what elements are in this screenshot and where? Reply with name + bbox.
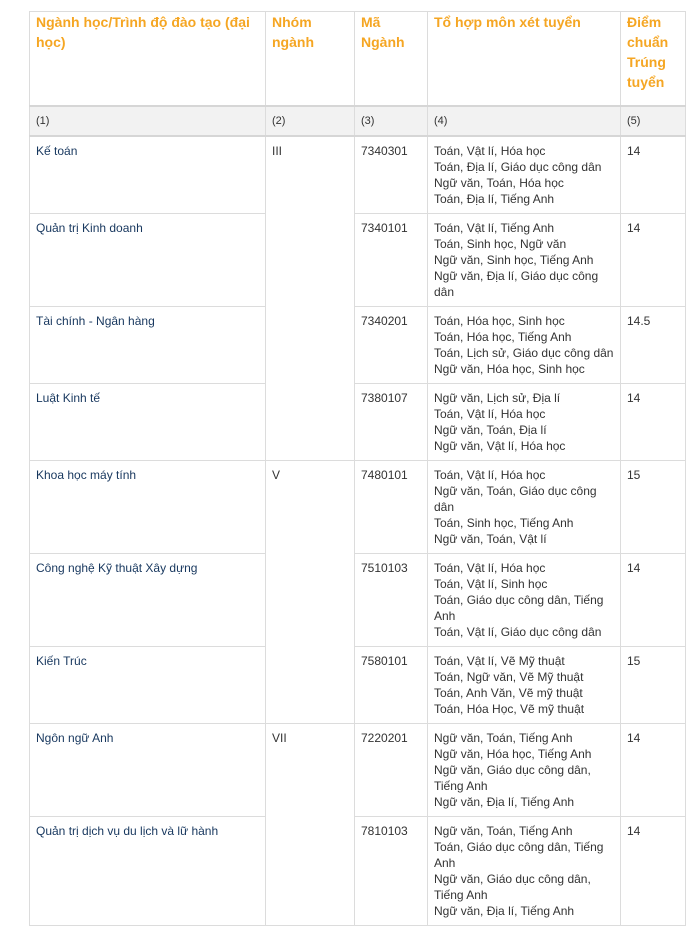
subject-combination: Ngữ văn, Toán, Vật lí [434, 532, 547, 546]
major-name: Kiến Trúc [30, 647, 266, 724]
table-row [30, 817, 686, 926]
subject-combinations [428, 461, 621, 554]
subject-combination: Toán, Hóa học, Tiếng Anh [434, 330, 572, 344]
subject-combination: Toán, Giáo dục công dân, Tiếng Anh [434, 840, 604, 870]
subject-combination: Toán, Giáo dục công dân, Tiếng Anh [434, 593, 604, 623]
cutoff-score: 14 [621, 554, 686, 647]
header-score: Điểm chuẩn Trúng tuyển [621, 12, 686, 107]
subject-combination: Toán, Vật lí, Sinh học [434, 577, 548, 591]
subject-combination: Toán, Vật lí, Giáo dục công dân [434, 625, 602, 639]
major-code: 7340101 [355, 214, 428, 307]
table-row [30, 461, 686, 554]
table-row [30, 647, 686, 724]
group-code: V [266, 461, 355, 724]
subject-combination: Toán, Vật lí, Hóa học [434, 561, 546, 575]
subject-combination: Ngữ văn, Toán, Hóa học [434, 176, 564, 190]
subject-combination: Ngữ văn, Lịch sử, Địa lí [434, 391, 561, 405]
cutoff-score: 15 [621, 647, 686, 724]
subject-combination: Ngữ văn, Toán, Địa lí [434, 423, 547, 437]
major-name: Quản trị dịch vụ du lịch và lữ hành [30, 817, 266, 926]
column-number: (1) [30, 106, 266, 136]
subject-combination: Ngữ văn, Địa lí, Tiếng Anh [434, 795, 575, 809]
subject-combination: Toán, Lịch sử, Giáo dục công dân [434, 346, 614, 360]
major-code: 7340301 [355, 136, 428, 214]
cutoff-score: 14 [621, 214, 686, 307]
cutoff-score: 14.5 [621, 307, 686, 384]
subject-combination: Toán, Hóa Học, Vẽ mỹ thuật [434, 702, 585, 716]
subject-combination: Toán, Hóa học, Sinh học [434, 314, 565, 328]
major-name: Khoa học máy tính [30, 461, 266, 554]
major-name: Ngôn ngữ Anh [30, 724, 266, 817]
subject-combinations [428, 724, 621, 817]
subject-combination: Toán, Sinh học, Ngữ văn [434, 237, 567, 251]
admission-scores-table [29, 11, 686, 926]
table-row [30, 136, 686, 214]
major-code: 7340201 [355, 307, 428, 384]
header-combos: Tổ hợp môn xét tuyển [428, 12, 621, 107]
subject-combination: Toán, Vật lí, Vẽ Mỹ thuật [434, 654, 565, 668]
subject-combination: Ngữ văn, Giáo dục công dân, Tiếng Anh [434, 763, 591, 793]
group-code: VII [266, 724, 355, 926]
column-number-row [30, 106, 686, 136]
subject-combinations [428, 214, 621, 307]
subject-combination: Ngữ văn, Địa lí, Tiếng Anh [434, 904, 575, 918]
cutoff-score: 14 [621, 136, 686, 214]
subject-combinations [428, 817, 621, 926]
column-number: (2) [266, 106, 355, 136]
major-code: 7580101 [355, 647, 428, 724]
cutoff-score: 14 [621, 817, 686, 926]
column-number: (5) [621, 106, 686, 136]
subject-combination: Toán, Ngữ văn, Vẽ Mỹ thuật [434, 670, 584, 684]
column-number: (4) [428, 106, 621, 136]
subject-combination: Ngữ văn, Hóa học, Tiếng Anh [434, 747, 592, 761]
table-row [30, 724, 686, 817]
subject-combination: Ngữ văn, Sinh học, Tiếng Anh [434, 253, 594, 267]
table-row [30, 384, 686, 461]
subject-combination: Toán, Sinh học, Tiếng Anh [434, 516, 574, 530]
subject-combination: Ngữ văn, Giáo dục công dân, Tiếng Anh [434, 872, 591, 902]
group-code: III [266, 136, 355, 461]
major-name: Luật Kinh tế [30, 384, 266, 461]
column-number: (3) [355, 106, 428, 136]
cutoff-score: 15 [621, 461, 686, 554]
major-code: 7220201 [355, 724, 428, 817]
header-code: Mã Ngành [355, 12, 428, 107]
header-group: Nhóm ngành [266, 12, 355, 107]
cutoff-score: 14 [621, 384, 686, 461]
subject-combination: Toán, Vật lí, Tiếng Anh [434, 221, 555, 235]
subject-combination: Toán, Vật lí, Hóa học [434, 407, 546, 421]
subject-combinations [428, 647, 621, 724]
subject-combination: Ngữ văn, Toán, Giáo dục công dân [434, 484, 597, 514]
major-code: 7380107 [355, 384, 428, 461]
major-name: Quản trị Kinh doanh [30, 214, 266, 307]
subject-combination: Ngữ văn, Toán, Tiếng Anh [434, 824, 573, 838]
subject-combination: Ngữ văn, Toán, Tiếng Anh [434, 731, 573, 745]
subject-combination: Ngữ văn, Hóa học, Sinh học [434, 362, 585, 376]
subject-combination: Toán, Địa lí, Tiếng Anh [434, 192, 555, 206]
subject-combinations [428, 554, 621, 647]
subject-combination: Toán, Vật lí, Hóa học [434, 144, 546, 158]
subject-combination: Toán, Vật lí, Hóa học [434, 468, 546, 482]
table-header-row [30, 12, 686, 107]
major-code: 7810103 [355, 817, 428, 926]
subject-combination: Ngữ văn, Địa lí, Giáo dục công dân [434, 269, 599, 299]
subject-combinations [428, 307, 621, 384]
header-major: Ngành học/Trình độ đào tạo (đại học) [30, 12, 266, 107]
subject-combination: Ngữ văn, Vật lí, Hóa học [434, 439, 566, 453]
table-row [30, 214, 686, 307]
subject-combinations [428, 384, 621, 461]
major-code: 7510103 [355, 554, 428, 647]
subject-combination: Toán, Anh Văn, Vẽ mỹ thuật [434, 686, 583, 700]
major-name: Kế toán [30, 136, 266, 214]
table-row [30, 554, 686, 647]
subject-combination: Toán, Địa lí, Giáo dục công dân [434, 160, 602, 174]
major-name: Công nghệ Kỹ thuật Xây dựng [30, 554, 266, 647]
table-row [30, 307, 686, 384]
subject-combinations [428, 136, 621, 214]
cutoff-score: 14 [621, 724, 686, 817]
major-name: Tài chính - Ngân hàng [30, 307, 266, 384]
major-code: 7480101 [355, 461, 428, 554]
